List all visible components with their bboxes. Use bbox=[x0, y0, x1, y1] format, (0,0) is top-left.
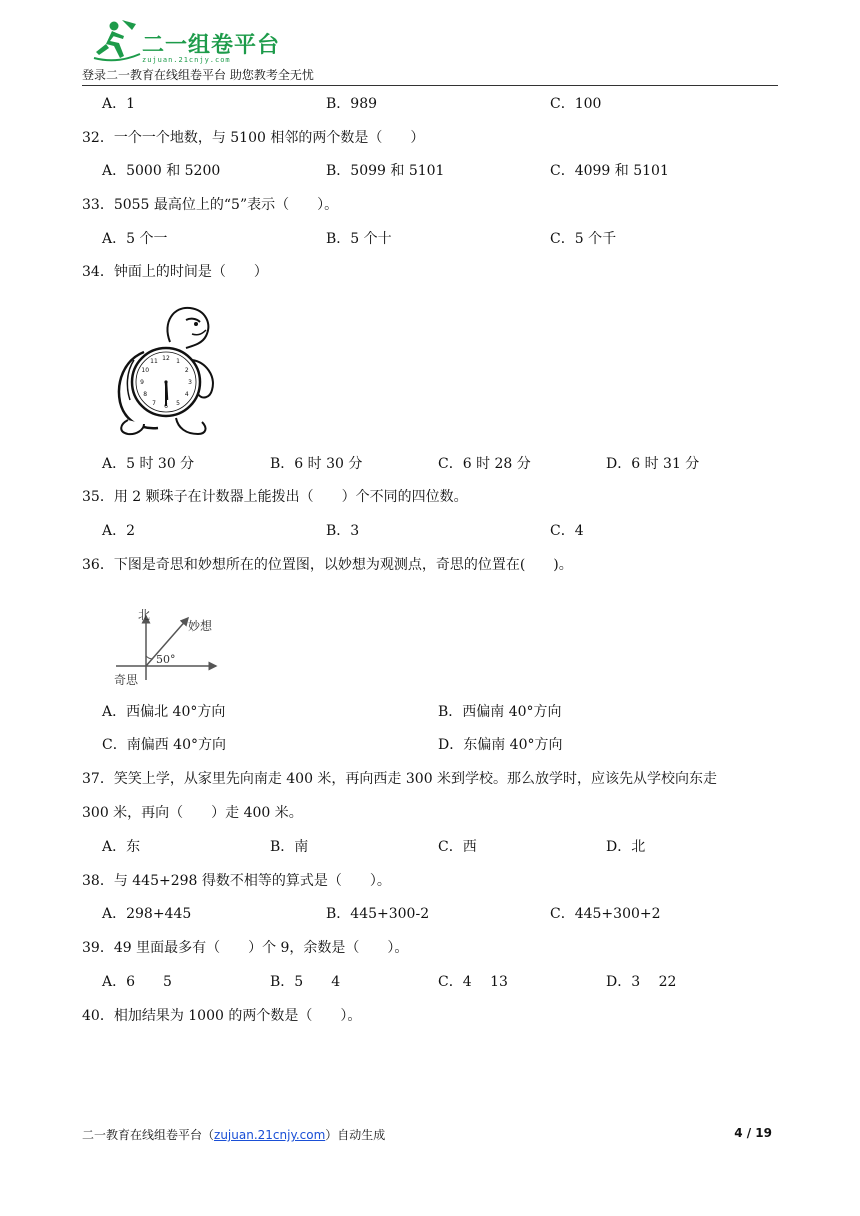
q33-stem: 33．5055 最高位上的“5”表示（ ）。 bbox=[82, 197, 339, 213]
q40-stem: 40．相加结果为 1000 的两个数是（ ）。 bbox=[82, 1008, 362, 1024]
logo-subtext: zujuan.21cnjy.com bbox=[142, 56, 231, 64]
q35-stem: 35．用 2 颗珠子在计数器上能拨出（ ）个不同的四位数。 bbox=[82, 489, 468, 505]
q33-option-c: C．5 个千 bbox=[550, 231, 617, 247]
q32-stem: 32．一个一个地数，与 5100 相邻的两个数是（ ） bbox=[82, 130, 425, 146]
q39-option-a: A．6 5 bbox=[102, 974, 172, 990]
clock-numeral: 3 bbox=[188, 379, 192, 386]
clock-numeral: 9 bbox=[140, 379, 144, 386]
clock-numeral: 6 bbox=[164, 403, 168, 410]
clock-numeral: 12 bbox=[162, 355, 170, 362]
q37-option-c: C．西 bbox=[438, 839, 477, 855]
q34-option-d: D．6 时 31 分 bbox=[606, 456, 700, 472]
clock-numeral: 11 bbox=[150, 358, 158, 366]
footer-suffix: ）自动生成 bbox=[325, 1128, 386, 1142]
q36-option-d: D．东偏南 40°方向 bbox=[438, 737, 563, 753]
q36-option-a: A．西偏北 40°方向 bbox=[102, 704, 226, 720]
q34-stem: 34．钟面上的时间是（ ） bbox=[82, 264, 268, 280]
q31-option-a: A．1 bbox=[102, 96, 136, 112]
q39-option-c: C．4 13 bbox=[438, 974, 508, 990]
q32-option-b: B．5099 和 5101 bbox=[326, 163, 445, 179]
q38-stem: 38．与 445+298 得数不相等的算式是（ ）。 bbox=[82, 873, 391, 889]
q31-option-c: C．100 bbox=[550, 96, 602, 112]
q39-option-d: D．3 22 bbox=[606, 974, 677, 990]
direction-diagram bbox=[110, 608, 226, 690]
turtle-clock-image bbox=[114, 302, 226, 438]
header-tagline: 登录二一教育在线组卷平台 助您教考全无忧 bbox=[82, 68, 314, 82]
page-number: 4 / 19 bbox=[734, 1126, 772, 1140]
miaoxiang-label: 妙想 bbox=[188, 619, 213, 633]
header-divider bbox=[82, 85, 778, 86]
footer-link[interactable]: zujuan.21cnjy.com bbox=[214, 1128, 326, 1142]
q37-stem-line2: 300 米，再向（ ）走 400 米。 bbox=[82, 805, 303, 821]
q38-option-c: C．445+300+2 bbox=[550, 906, 661, 922]
footer-source bbox=[82, 1126, 385, 1143]
q34-option-b: B．6 时 30 分 bbox=[270, 456, 363, 472]
north-label: 北 bbox=[138, 608, 151, 622]
q38-option-b: B．445+300-2 bbox=[326, 906, 430, 922]
q33-option-a: A．5 个一 bbox=[102, 231, 168, 247]
q37-option-b: B．南 bbox=[270, 839, 309, 855]
q31-option-b: B．989 bbox=[326, 96, 378, 112]
q36-option-b: B．西偏南 40°方向 bbox=[438, 704, 562, 720]
clock-numeral: 1 bbox=[176, 358, 180, 366]
runner-logo-icon bbox=[92, 18, 142, 64]
angle-label: 50° bbox=[156, 653, 176, 666]
q35-option-c: C．4 bbox=[550, 523, 584, 539]
clock-numeral: 4 bbox=[184, 391, 189, 398]
qisi-label: 奇思 bbox=[114, 673, 139, 687]
q32-option-c: C．4099 和 5101 bbox=[550, 163, 669, 179]
q32-option-a: A．5000 和 5200 bbox=[102, 163, 221, 179]
q34-option-c: C．6 时 28 分 bbox=[438, 456, 531, 472]
q34-option-a: A．5 时 30 分 bbox=[102, 456, 195, 472]
q35-option-b: B．3 bbox=[326, 523, 360, 539]
q36-option-c: C．南偏西 40°方向 bbox=[102, 737, 226, 753]
clock-numeral: 10 bbox=[141, 367, 150, 374]
q33-option-b: B．5 个十 bbox=[326, 231, 392, 247]
q39-option-b: B．5 4 bbox=[270, 974, 341, 990]
q37-stem-line1: 37．笑笑上学，从家里先向南走 400 米，再向西走 300 米到学校。那么放学时，应该先从学校向东走 bbox=[82, 771, 718, 787]
q37-option-d: D．北 bbox=[606, 839, 646, 855]
q37-option-a: A．东 bbox=[102, 839, 141, 855]
clock-numeral: 2 bbox=[184, 367, 189, 374]
logo-text: 二一组卷平台 bbox=[142, 33, 281, 58]
clock-numeral: 8 bbox=[143, 391, 148, 398]
q35-option-a: A．2 bbox=[102, 523, 136, 539]
q39-stem: 39．49 里面最多有（ ）个 9，余数是（ ）。 bbox=[82, 940, 409, 956]
q38-option-a: A．298+445 bbox=[102, 906, 192, 922]
clock-numeral: 7 bbox=[152, 399, 156, 407]
clock-numeral: 5 bbox=[176, 399, 180, 407]
logo bbox=[92, 18, 282, 66]
footer-prefix: 二一教育在线组卷平台（ bbox=[82, 1128, 215, 1142]
q36-stem: 36．下图是奇思和妙想所在的位置图，以妙想为观测点，奇思的位置在( )。 bbox=[82, 557, 573, 573]
